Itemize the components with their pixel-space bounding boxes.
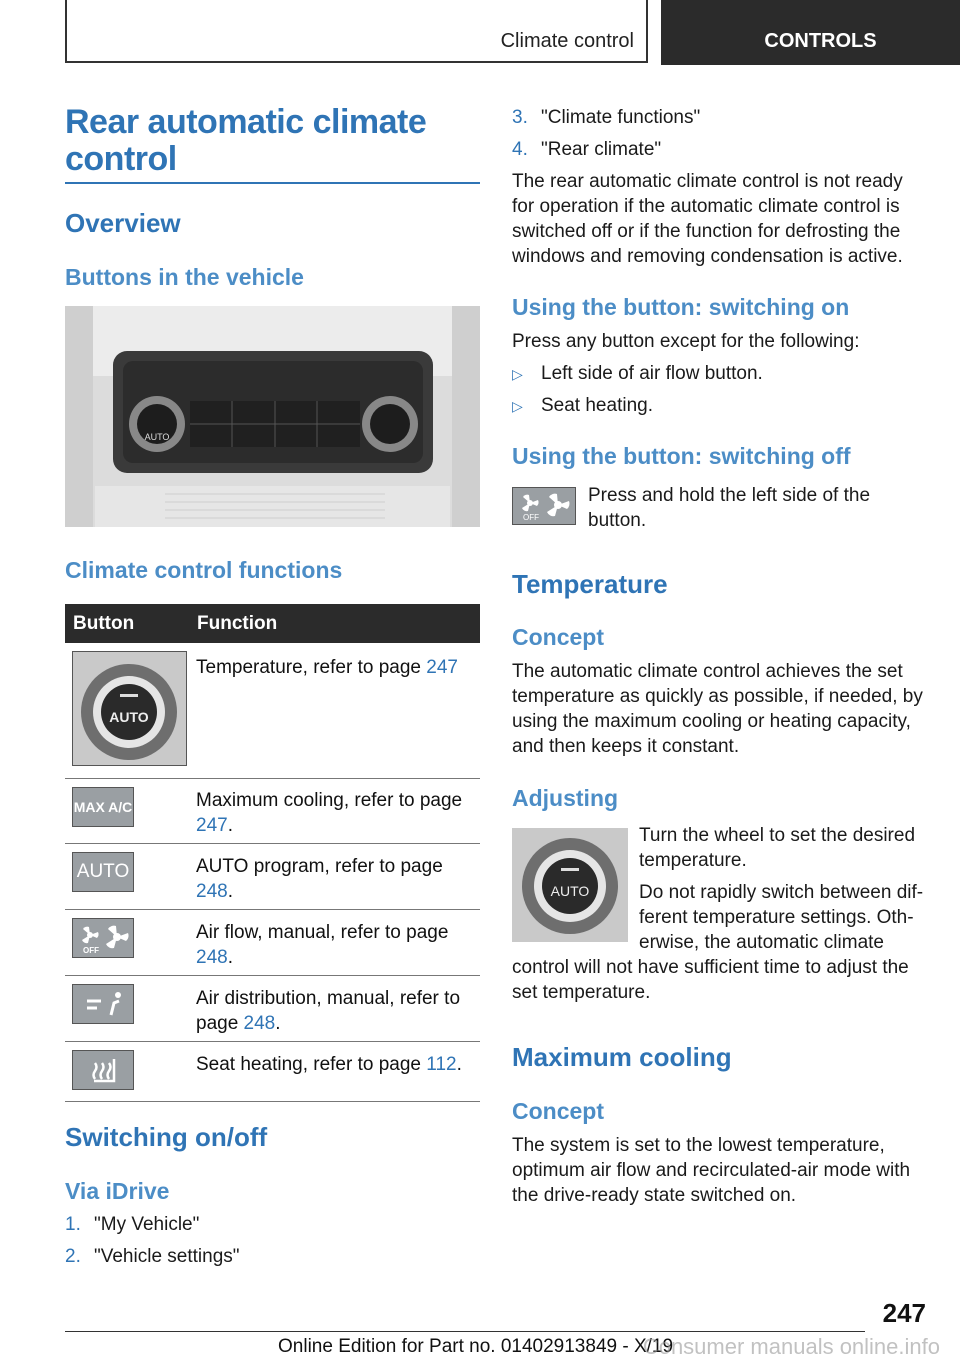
page-link[interactable]: 248 <box>196 947 228 968</box>
col-function: Function <box>197 612 278 634</box>
adjust-text-1: Turn the wheel to set the desired temperature. <box>639 825 916 871</box>
col-button: Button <box>73 612 135 634</box>
bullet-item: ▷ Left side of air flow button. <box>512 361 763 387</box>
fan-icon <box>72 918 134 958</box>
seat-heating-icon <box>72 1050 134 1090</box>
table-row <box>65 1042 480 1102</box>
table-header <box>65 604 480 643</box>
table-row <box>65 779 480 844</box>
svg-text:OFF: OFF <box>523 513 539 522</box>
functions-table <box>65 604 480 1102</box>
table-row <box>65 976 480 1042</box>
temperature-heading: Temperature <box>512 569 668 599</box>
table-row <box>65 844 480 910</box>
concept-text: The automatic climate control achieves the set temperature as quickly as possible, if needed, by using the maximum cooling or heating capacity, and then keeps it constant. <box>512 661 923 757</box>
concept-text-2: The system is set to the lowest temperature, optimum air flow and recirculated-air mode with the drive-ready state switched on. <box>512 1135 911 1206</box>
row-text: Seat heating, refer to page 112. <box>196 1054 462 1075</box>
switch-on-heading: Using the button: switching on <box>512 294 850 320</box>
adjust-text-2-lead: Do not rapidly switch between different temperature settings. Otherwise, the automatic climate <box>639 882 924 953</box>
overview-heading: Overview <box>65 208 181 238</box>
step-4: 4. "Rear climate" <box>512 139 662 160</box>
svg-text:AUTO: AUTO <box>550 883 590 899</box>
footer-rule <box>65 1331 865 1332</box>
row-text: Air flow, manual, refer to page 248. <box>196 922 449 968</box>
page-title: Rear automatic climate control <box>65 103 427 178</box>
page-link[interactable]: 247 <box>426 657 458 678</box>
page-number: 247 <box>882 1298 926 1328</box>
page-link[interactable]: 248 <box>196 881 228 902</box>
title-rule <box>65 182 480 184</box>
fan-off-icon <box>512 487 576 525</box>
step-2: 2. "Vehicle settings" <box>65 1246 240 1267</box>
page-link[interactable]: 248 <box>243 1013 276 1034</box>
switch-on-text: Press any button except for the following: <box>512 331 860 352</box>
max-cooling-heading: Maximum cooling <box>512 1042 732 1072</box>
row-text: Air distribution, manual, refer to page 248. <box>196 988 461 1034</box>
page-link[interactable]: 247 <box>196 815 228 836</box>
buttons-heading: Buttons in the vehicle <box>65 264 304 290</box>
row-text: Temperature, refer to page 247 <box>196 657 458 678</box>
triangle-icon: ▷ <box>512 366 523 382</box>
bullet-item: ▷ Seat heating. <box>512 393 653 419</box>
switch-off-heading: Using the button: switching off <box>512 443 851 469</box>
table-row <box>65 643 480 779</box>
switching-heading: Switching on/off <box>65 1122 268 1152</box>
svg-text:AUTO: AUTO <box>109 709 149 725</box>
temperature-wheel-icon <box>72 651 187 766</box>
switch-off-text: Press and hold the left side of the button. <box>588 485 871 531</box>
watermark: Consumer manuals online.info <box>642 1334 940 1359</box>
svg-text:OFF: OFF <box>83 946 99 955</box>
idrive-heading: Via iDrive <box>65 1178 170 1204</box>
control-panel-photo <box>65 306 480 527</box>
adjust-text-2-tail: control will not have sufficient time to adjust the set temperature. <box>512 957 909 1003</box>
row-text: Maximum cooling, refer to page 247. <box>196 790 463 836</box>
adjusting-heading: Adjusting <box>512 785 619 811</box>
temperature-wheel-icon <box>512 828 628 942</box>
max-ac-icon: MAX A/C <box>72 787 134 827</box>
step-1: 1. "My Vehicle" <box>65 1214 200 1235</box>
page-link[interactable]: 112 <box>426 1054 457 1075</box>
table-row <box>65 910 480 976</box>
row-text: AUTO program, refer to page 248. <box>196 856 443 902</box>
intro-paragraph: The rear automatic climate control is not ready for operation if the automatic climate control is switched off or if the function for defrosting the windows and removing condensation is active. <box>512 171 903 267</box>
edition-text: Online Edition for Part no. 01402913849 - X/19 <box>278 1336 674 1357</box>
concept-heading: Concept <box>512 624 604 650</box>
air-distribution-icon <box>72 984 134 1024</box>
step-3: 3. "Climate functions" <box>512 107 701 128</box>
auto-icon: AUTO <box>72 852 134 892</box>
header-section-title: Climate control <box>500 30 634 52</box>
functions-heading: Climate control functions <box>65 557 343 583</box>
svg-text:AUTO: AUTO <box>144 432 170 442</box>
triangle-icon: ▷ <box>512 398 523 414</box>
header-tab: CONTROLS <box>661 0 960 65</box>
concept-heading-2: Concept <box>512 1098 604 1124</box>
